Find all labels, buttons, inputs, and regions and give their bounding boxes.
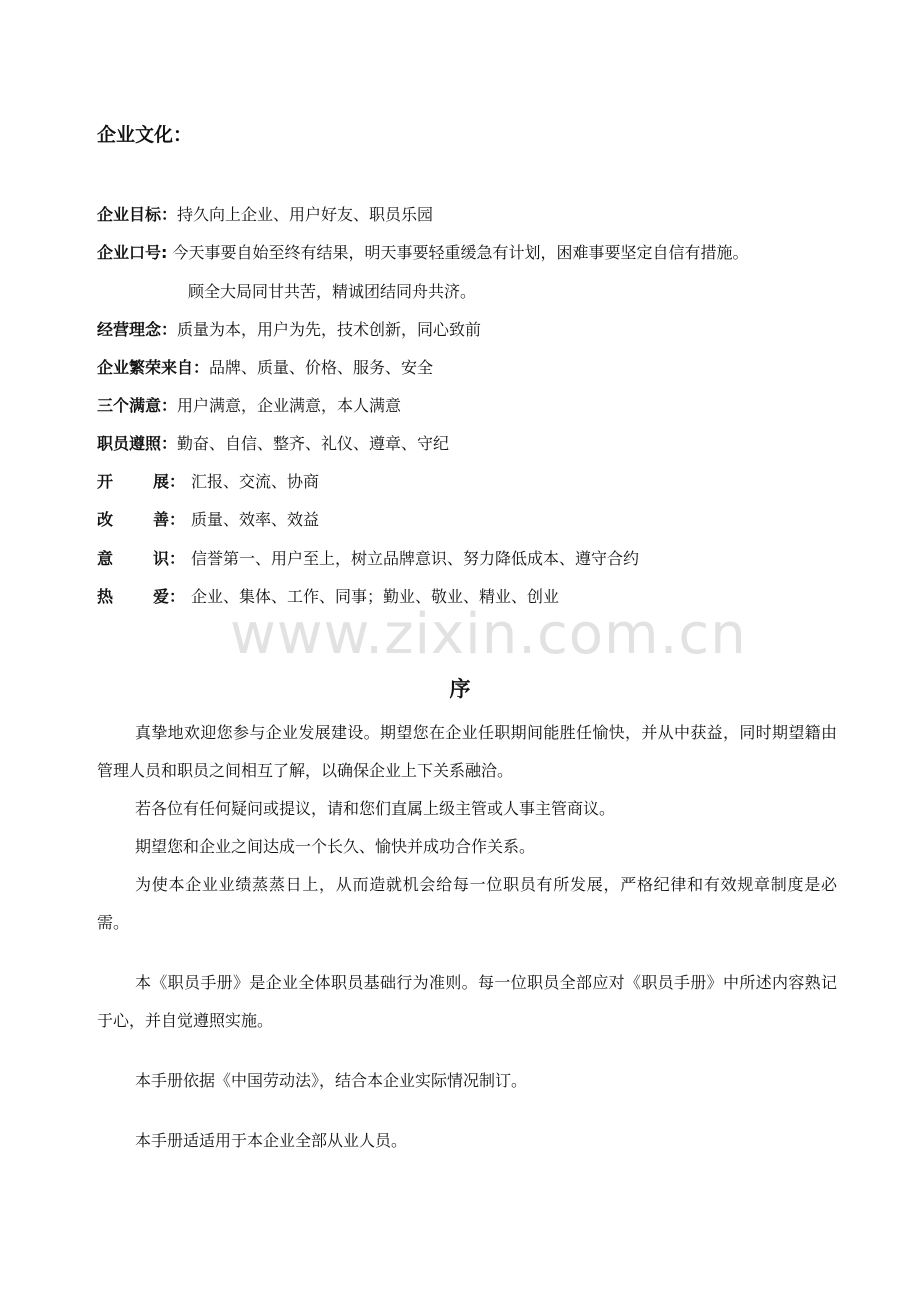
culture-value: 企业、集体、工作、同事；勤业、敬业、精业、创业 xyxy=(191,587,560,606)
culture-label: 三个满意： xyxy=(97,396,178,415)
preface-paragraph: 本《职员手册》是企业全体职员基础行为准则。每一位职员全部应对《职员手册》中所述内容熟记于心，并自觉遵照实施。 xyxy=(97,973,837,1030)
culture-row-awareness xyxy=(97,546,639,572)
culture-row-slogan xyxy=(97,240,749,266)
culture-label: 经营理念： xyxy=(97,320,178,339)
culture-row-three-satisfactions xyxy=(97,393,401,419)
culture-value: 品牌、质量、价格、服务、安全 xyxy=(209,358,434,377)
culture-row-improve xyxy=(97,507,319,533)
culture-value: 持久向上企业、用户好友、职员乐园 xyxy=(177,205,434,224)
culture-row-staff-conduct xyxy=(97,431,449,457)
culture-label-char-1: 意 xyxy=(97,549,114,568)
watermark: www.zixin.com.cn xyxy=(230,602,747,667)
section-heading-corporate-culture: 企业文化： xyxy=(97,124,193,146)
culture-value: 质量为本，用户为先，技术创新，同心致前 xyxy=(177,320,482,339)
preface-paragraph: 期望您和企业之间达成一个长久、愉快并成功合作关系。 xyxy=(135,837,536,856)
culture-row-slogan-continued xyxy=(188,279,476,305)
culture-value: 用户满意，企业满意，本人满意 xyxy=(177,396,402,415)
culture-row-philosophy xyxy=(97,317,481,343)
culture-label: 企业口号: xyxy=(97,243,168,262)
culture-label xyxy=(97,546,191,572)
preface-paragraph: 若各位有任何疑问或提议，请和您们直属上级主管或人事主管商议。 xyxy=(135,799,616,818)
culture-value: 今天事要自始至终有结果，明天事要轻重缓急有计划，困难事要坚定自信有措施。 xyxy=(167,243,749,262)
culture-label: 企业繁荣来自： xyxy=(97,358,210,377)
preface-paragraph: 为使本企业业绩蒸蒸日上，从而造就机会给每一位职员有所发展，严格纪律和有效规章制度是必需。 xyxy=(97,875,837,932)
culture-row-develop xyxy=(97,469,319,495)
culture-label-char-1: 开 xyxy=(97,472,114,491)
culture-label: 企业目标： xyxy=(97,205,178,224)
culture-label xyxy=(97,507,191,533)
preface-paragraph: 本手册依据《中国劳动法》，结合本企业实际情况制订。 xyxy=(135,1071,528,1090)
preface-paragraph: 本手册适适用于本企业全部从业人员。 xyxy=(135,1131,408,1150)
preface-paragraph: 真挚地欢迎您参与企业发展建设。期望您在企业任职期间能胜任愉快，并从中获益，同时期望籍由管理人员和职员之间相互了解，以确保企业上下关系融洽。 xyxy=(97,723,837,780)
culture-value: 勤奋、自信、整齐、礼仪、遵章、守纪 xyxy=(177,434,450,453)
culture-value: 质量、效率、效益 xyxy=(191,510,320,529)
culture-label xyxy=(97,584,191,610)
culture-label-char-2: 识： xyxy=(153,549,186,568)
culture-value: 信誉第一、用户至上，树立品牌意识、努力降低成本、遵守合约 xyxy=(191,549,640,568)
culture-label-char-2: 展： xyxy=(153,472,186,491)
culture-value: 顾全大局同甘共苦，精诚团结同舟共济。 xyxy=(188,282,477,301)
culture-label-char-1: 改 xyxy=(97,510,114,529)
culture-value: 汇报、交流、协商 xyxy=(191,472,320,491)
culture-label-char-2: 善： xyxy=(153,510,186,529)
culture-row-prosperity xyxy=(97,355,433,381)
culture-label xyxy=(97,469,191,495)
culture-label-char-2: 爱： xyxy=(153,587,186,606)
culture-row-goal xyxy=(97,202,433,228)
culture-label: 职员遵照： xyxy=(97,434,178,453)
preface-title: 序 xyxy=(449,677,471,701)
culture-label-char-1: 热 xyxy=(97,587,114,606)
